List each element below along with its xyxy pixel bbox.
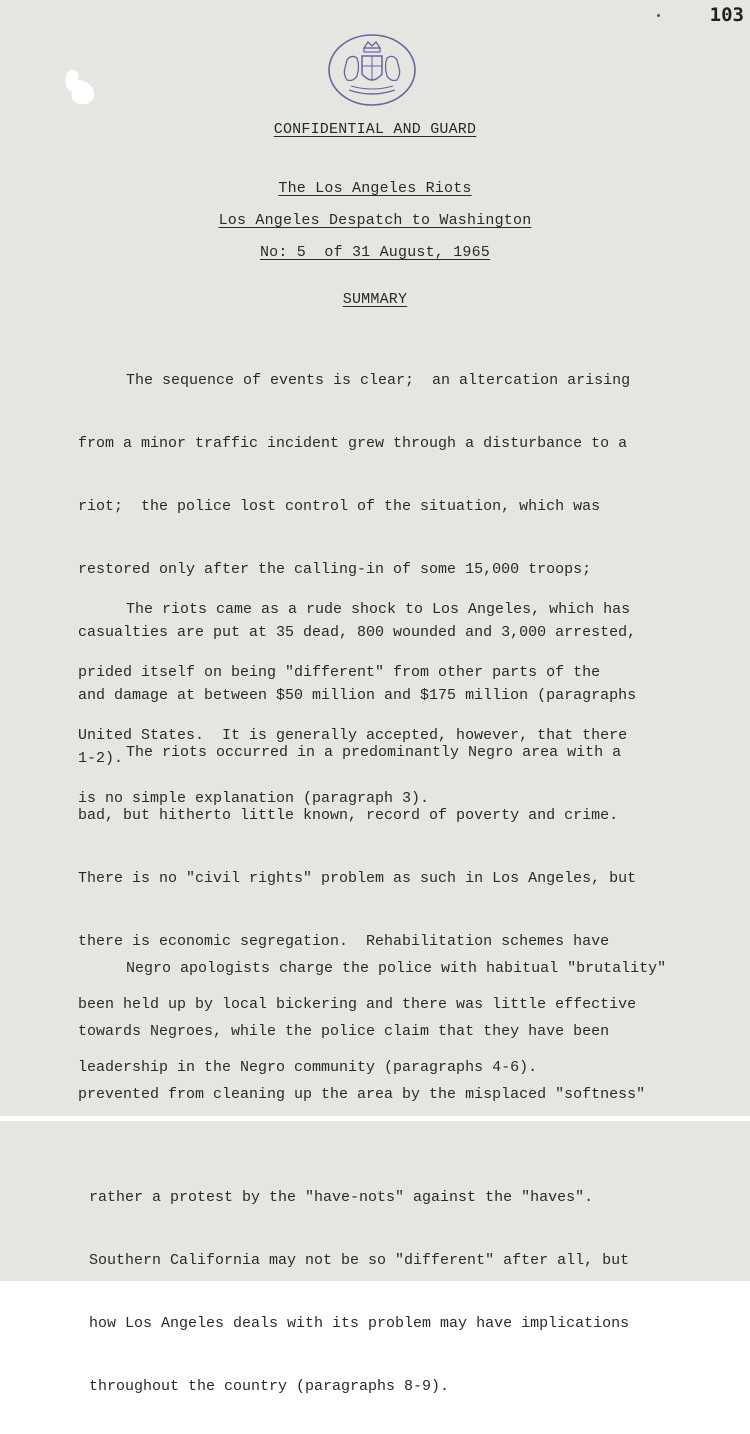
paragraph-line: and damage at between $50 million and $175 million (paragraphs	[78, 686, 637, 704]
paragraph-line: Negro apologists charge the police with habitual "brutality"	[126, 959, 667, 977]
paragraph-line: how Los Angeles deals with its problem may have implications	[89, 1314, 630, 1332]
despatch-reference: No: 5 of 31 August, 1965	[259, 244, 491, 261]
paragraph-line: restored only after the calling-in of some 15,000 troops;	[78, 560, 592, 578]
paragraph-line: The riots occurred in a predominantly Negro area with a	[126, 743, 622, 761]
paragraph-line: been held up by local bickering and there was little effective	[78, 995, 637, 1013]
classification-marking: CONFIDENTIAL AND GUARD	[273, 121, 477, 138]
speck	[657, 14, 660, 17]
paragraph-line: there is economic segregation. Rehabilitation schemes have	[78, 932, 610, 950]
paragraph-line: Southern California may not be so "different" after all, but	[89, 1251, 630, 1269]
document-subtitle: Los Angeles Despatch to Washington	[218, 212, 532, 229]
paragraph-line: riot; the police lost control of the situation, which was	[78, 497, 601, 515]
paper-blemish	[64, 68, 98, 106]
paragraph-line: prevented from cleaning up the area by the misplaced "softness"	[78, 1085, 646, 1103]
paragraph-line: bad, but hitherto little known, record of poverty and crime.	[78, 806, 619, 824]
paragraph-line: prided itself on being "different" from other parts of the	[78, 663, 601, 681]
paragraph-line: is no simple explanation (paragraph 3).	[78, 789, 430, 807]
summary-heading: SUMMARY	[342, 291, 408, 308]
paragraph-line: 1-2).	[78, 749, 124, 767]
paragraph-line: United States. It is generally accepted, however, that there	[78, 726, 628, 744]
page-number: 103	[709, 4, 744, 26]
paragraph-line: from a minor traffic incident grew through a disturbance to a	[78, 434, 628, 452]
paragraph-line: casualties are put at 35 dead, 800 wounded and 3,000 arrested,	[78, 623, 637, 641]
paragraph-line: The riots came as a rude shock to Los Angeles, which has	[126, 600, 631, 618]
paragraph-line: throughout the country (paragraphs 8-9).	[89, 1377, 450, 1395]
royal-crest-icon	[327, 34, 417, 106]
continuation-page	[0, 1121, 750, 1395]
paragraph-line: There is no "civil rights" problem as such in Los Angeles, but	[78, 869, 637, 887]
paragraph-line: towards Negroes, while the police claim that they have been	[78, 1022, 610, 1040]
continuation-paragraph	[89, 1150, 689, 1434]
paragraph-line: rather a protest by the "have-nots" against the "haves".	[89, 1188, 594, 1206]
paragraph-line: The sequence of events is clear; an altercation arising	[126, 371, 631, 389]
paragraph-line: leadership in the Negro community (paragraphs 4-6).	[78, 1058, 538, 1076]
document-title: The Los Angeles Riots	[278, 180, 472, 197]
